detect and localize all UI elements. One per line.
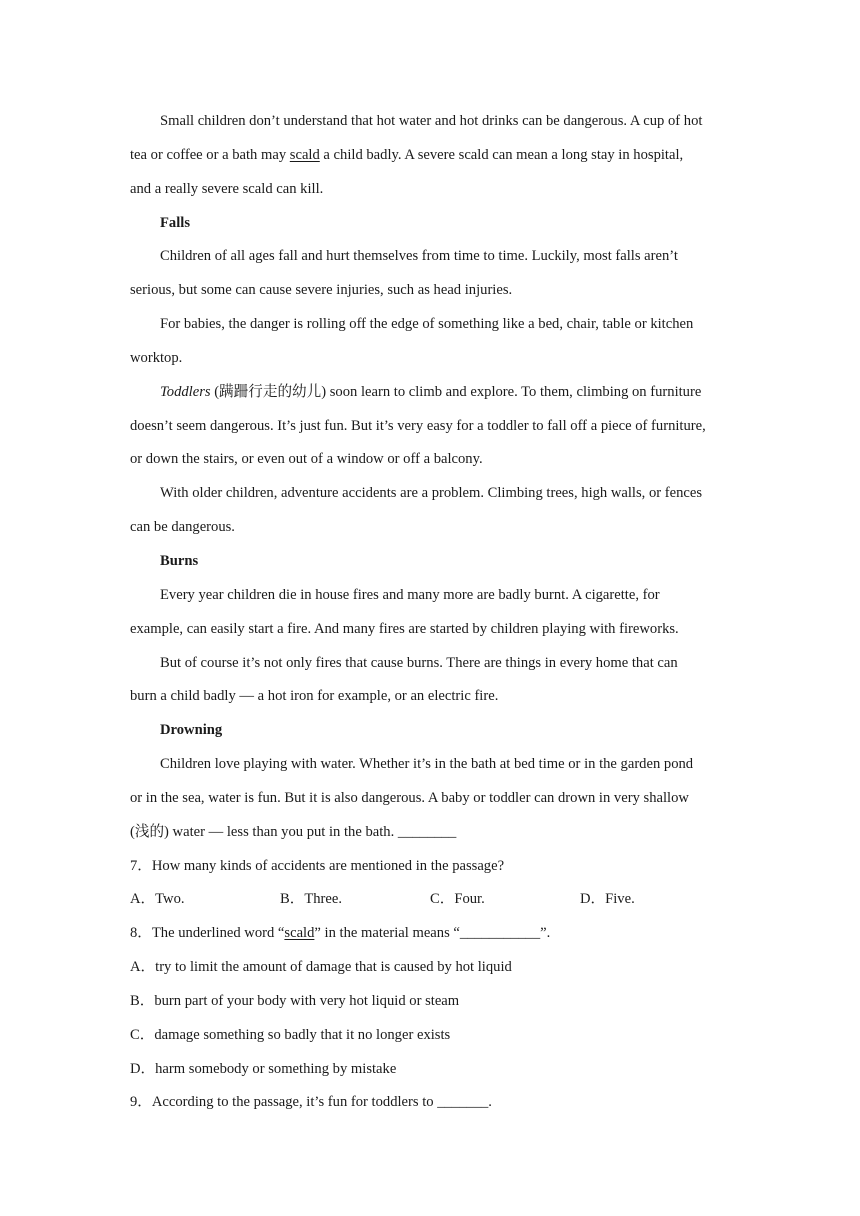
passage-line (130, 139, 730, 173)
passage-line: Small children don’t understand that hot water and hot drinks can be dangerous. A cup of hot (160, 113, 703, 129)
question-7: 7．How many kinds of accidents are mentioned in the passage? (130, 857, 505, 874)
question-8 (130, 917, 730, 951)
question-7-options (130, 883, 730, 917)
passage-line (130, 376, 730, 410)
passage-line: Children of all ages fall and hurt themselves from time to time. Luckily, most falls aren’t (160, 248, 678, 265)
text-span: a child badly. A severe scald can mean a long stay in hospital, (319, 146, 684, 163)
underlined-word-scald: scald (289, 146, 320, 163)
text-span: tea or coffee or a bath may (130, 146, 290, 163)
option-d: D．Five. (580, 891, 635, 908)
option-c: C．Four. (430, 891, 485, 908)
question-9: 9．According to the passage, it’s fun for toddlers to _______. (130, 1094, 492, 1111)
italic-word-toddlers: Toddlers (160, 383, 211, 400)
section-heading-falls: Falls (160, 214, 190, 231)
passage-line: serious, but some can cause severe injuries, such as head injuries. (130, 282, 513, 299)
text-span: 8．The underlined word “ (130, 925, 285, 942)
option-a: A．try to limit the amount of damage that is caused by hot liquid (130, 959, 512, 976)
passage-content (130, 105, 730, 1120)
section-heading-drowning: Drowning (160, 722, 223, 739)
option-c: C．damage something so badly that it no longer exists (130, 1026, 451, 1043)
passage-line: can be dangerous. (130, 519, 235, 536)
passage-line: With older children, adventure accidents are a problem. Climbing trees, high walls, or fences (160, 485, 703, 502)
underlined-word-scald: scald (284, 925, 315, 942)
passage-line: and a really severe scald can kill. (130, 180, 324, 197)
passage-line: or in the sea, water is fun. But it is also dangerous. A baby or toddler can drown in very shallow (130, 789, 689, 806)
passage-line: Children love playing with water. Whether it’s in the bath at bed time or in the garden pond (160, 756, 694, 773)
passage-line: Every year children die in house fires and many more are badly burnt. A cigarette, for (160, 586, 660, 603)
passage-line: But of course it’s not only fires that cause burns. There are things in every home that can (160, 654, 678, 671)
passage-line: or down the stairs, or even out of a window or off a balcony. (130, 451, 483, 468)
text-span: ” in the material means “___________”. (314, 925, 551, 942)
passage-line: burn a child badly — a hot iron for example, or an electric fire. (130, 688, 499, 705)
passage-line: example, can easily start a fire. And many fires are started by children playing with fireworks. (130, 620, 679, 637)
passage-line: doesn’t seem dangerous. It’s just fun. But it’s very easy for a toddler to fall off a piece of furniture, (130, 417, 706, 434)
option-b: B．Three. (280, 891, 343, 908)
section-heading-burns: Burns (160, 552, 199, 569)
text-span: (蹒跚行走的幼儿) soon learn to climb and explore. To them, climbing on furniture (210, 383, 702, 400)
option-b: B．burn part of your body with very hot liquid or steam (130, 992, 460, 1009)
option-a: A．Two. (130, 891, 185, 908)
passage-line: (浅的) water — less than you put in the bath. ________ (130, 823, 457, 840)
option-d: D．harm somebody or something by mistake (130, 1060, 397, 1077)
passage-line: For babies, the danger is rolling off the edge of something like a bed, chair, table or kitchen (160, 316, 694, 333)
passage-line: worktop. (130, 349, 183, 366)
